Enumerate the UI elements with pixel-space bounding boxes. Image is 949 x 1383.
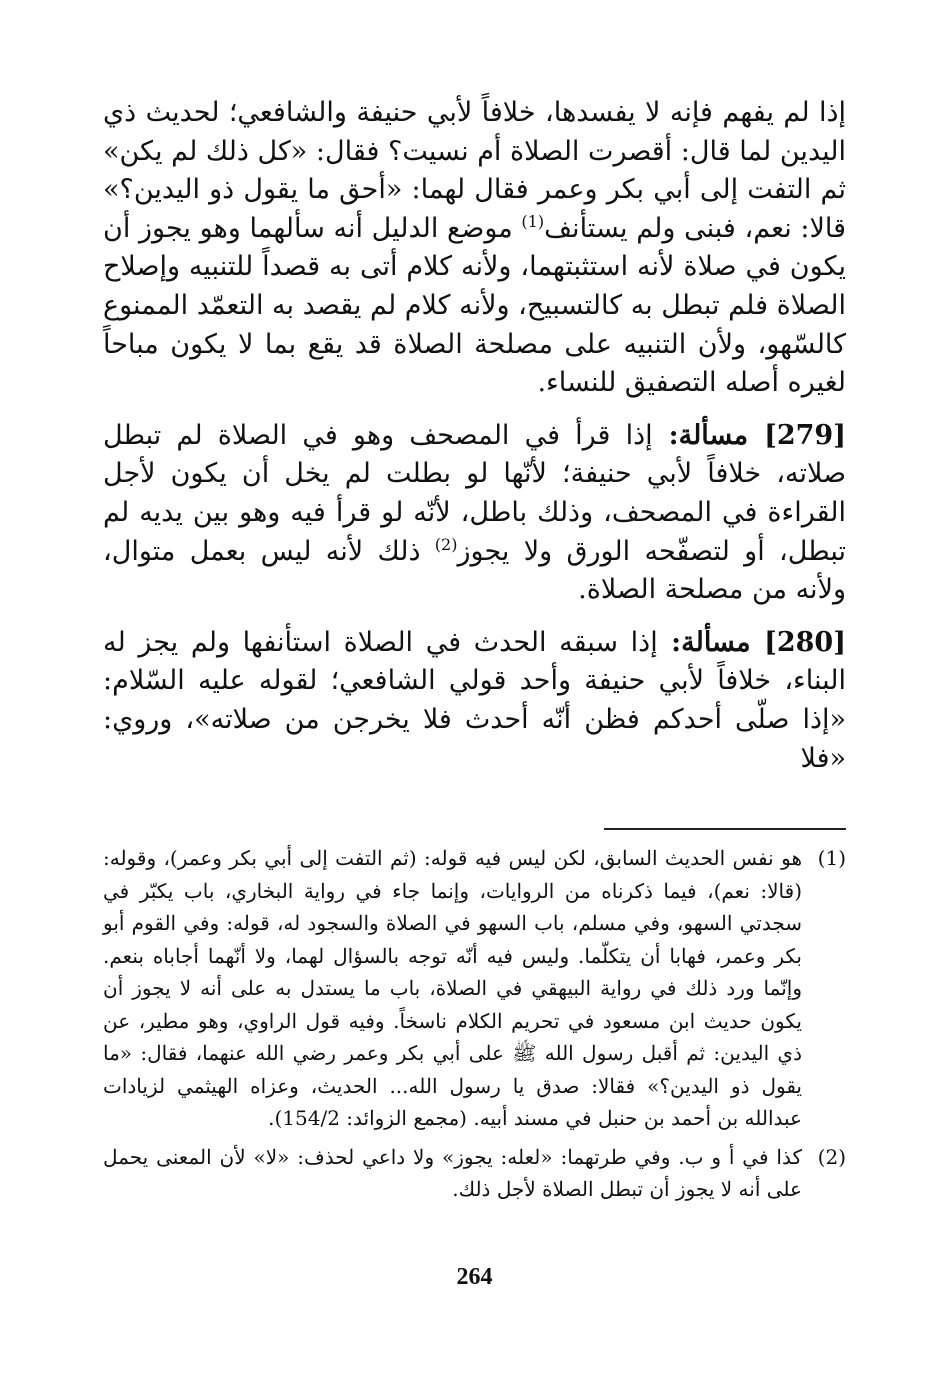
paragraph-intro: [103, 94, 846, 403]
page-number: 264: [456, 1264, 493, 1290]
footnote-marker: (2): [434, 534, 458, 554]
paragraph-text-continued: ذلك لأنه ليس بعمل متوال، ولأنه من مصلحة الصلاة.: [103, 535, 846, 606]
footnotes: [103, 842, 846, 1206]
paragraph-number: [280]: [764, 626, 846, 658]
footnote-text: كذا في أ و ب. وفي طرتهما: «لعله: يجوز» ولا داعي لحذف: «لا» لأن المعنى يحمل على أنه لا يجوز أن تبطل الصلاة لأجل ذلك.: [103, 1144, 802, 1201]
paragraph-number: [279]: [764, 419, 846, 451]
paragraph-text: إذا قرأ في المصحف وهو في الصلاة لم تبطل صلاته، خلافاً لأبي حنيفة؛ لأنّها لو بطلت لم يخل أن يكون لأجل القراءة في المصحف، وذلك باطل، لأنّه لو قرأ فيه وهو بين يديه لم تبطل، أو لتصفّحه الورق ولا يجوز: [103, 419, 846, 567]
paragraph-text: إذا لم يفهم فإنه لا يفسدها، خلافاً لأبي حنيفة والشافعي؛ لحديث ذي اليدين لما قال: أقصرت الصلاة أم نسيت؟ فقال: «كل ذلك لم يكن» ثم التفت إلى أبي بكر وعمر فقال لهما: «أحق ما يقول ذو اليدين؟» قالا: نعم، فبنى ولم يستأنف: [103, 97, 847, 244]
footnote-2: [103, 1141, 846, 1206]
footnote-separator: [604, 828, 846, 830]
footnote-mark: (2): [817, 1144, 846, 1169]
footnote-text: هو نفس الحديث السابق، لكن ليس فيه قوله: (ثم التفت إلى أبي بكر وعمر)، وقوله: (قالا: نعم)، فيما ذكرناه من الروايات، وإنما جاء في رواية البخاري، باب يكبّر في سجدتي السهو، وفي مسلم، باب السهو في الصلاة والسجود له، قوله: وفي القوم أبو بكر وعمر، فهابا أن يتكلّما. وليس فيه أنّه توجه بالسؤال لهما، ولا أنّهما أجاباه بنعم. وإنّما ورد ذلك في رواية البيهقي في الصلاة، باب ما يستدل به على أنه لا يجوز أن يكون حديث ابن مسعود في تحريم الكلام ناسخاً. وفيه قول الراوي، وهو مطير، عن ذي اليدين: ثم أقبل رسول الله ﷺ على أبي بكر وعمر رضي الله عنهما، فقال: «ما يقول ذو اليدين؟» فقالا: صدق يا رسول الله... الحديث، وعزاه الهيثمي لزيادات عبدالله بن أحمد بن حنبل في مسند أبيه. (مجمع الزوائد: 154/2).: [103, 846, 803, 1130]
footnote-marker: (1): [521, 211, 545, 231]
footnote-mark: (1): [817, 846, 846, 870]
issue-label: مسألة:: [652, 419, 765, 451]
paragraph-text: إذا سبقه الحدث في الصلاة استأنفها ولم يجز له البناء، خلافاً لأبي حنيفة وأحد قولي الشافعي؛ لقوله عليه السّلام: «إذا صلّى أحدكم فظن أنّه أحدث فلا يخرجن من صلاته»، وروي: «فلا: [103, 626, 846, 774]
issue-label: مسألة:: [657, 626, 765, 658]
paragraph-text-continued: موضع الدليل أنه سألهما وهو يجوز أن يكون في صلاة لأنه استثبتهما، ولأنه كلام أتى به قصداً للتنبيه وإصلاح الصلاة فلم تبطل به كالتسبيح، ولأنه كلام لم يقصد به التعمّد الممنوع كالسّهو، ولأن التنبيه على مصلحة الصلاة قد يقع بما لا يكون مباحاً لغيره أصله التصفيق للنساء.: [103, 212, 846, 399]
paragraph-issue-279: [103, 417, 846, 610]
footnote-1: [103, 842, 846, 1135]
main-text: [103, 94, 846, 778]
paragraph-issue-280: [103, 624, 846, 778]
